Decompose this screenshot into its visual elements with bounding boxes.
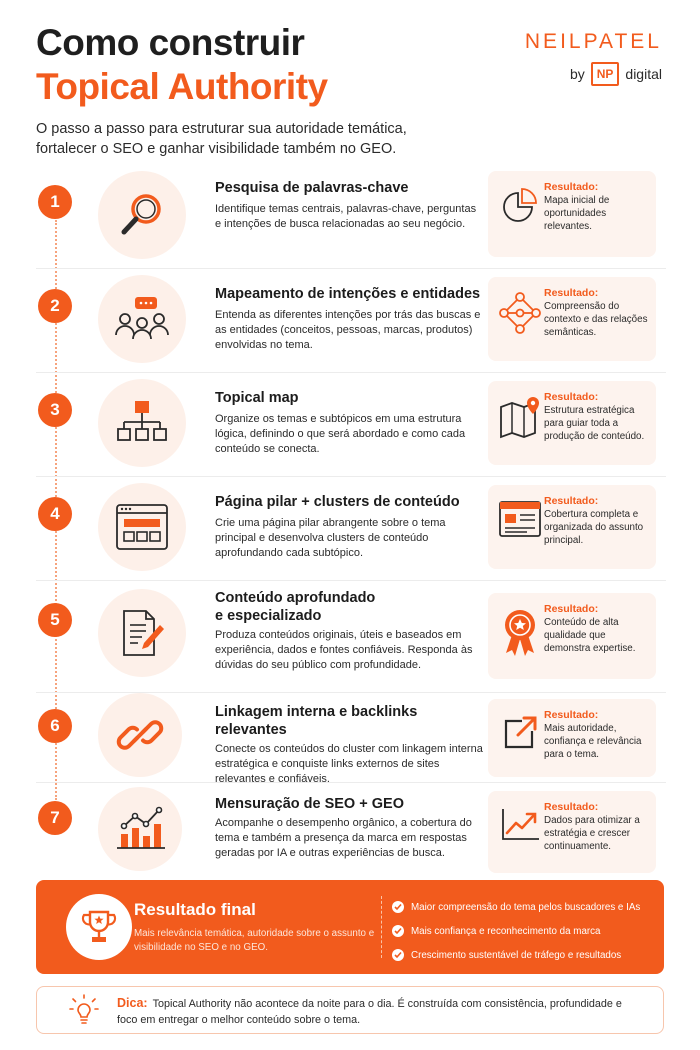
tip-box bbox=[36, 986, 664, 1034]
result-label: Resultado: bbox=[544, 287, 599, 299]
map-pin-icon bbox=[496, 391, 544, 441]
tip-text bbox=[117, 995, 637, 1028]
result-card bbox=[488, 277, 656, 361]
final-benefits-list bbox=[392, 895, 640, 967]
step-description: Entenda as diferentes intenções por trás das buscas e as entidades (conceitos, pessoas, marcas, produtos) envolvidas no tema. bbox=[215, 309, 481, 351]
step-title: Página pilar + clusters de conteúdo bbox=[215, 494, 460, 510]
step-text bbox=[215, 795, 483, 861]
brand-digital: digital bbox=[625, 66, 662, 82]
result-label: Resultado: bbox=[544, 391, 599, 403]
list-item-text: Mais confiança e reconhecimento da marca bbox=[411, 925, 601, 937]
steps-list bbox=[36, 165, 666, 879]
final-title: Resultado final bbox=[134, 900, 256, 919]
result-card bbox=[488, 791, 656, 873]
step-7 bbox=[36, 783, 666, 879]
list-item bbox=[392, 919, 640, 943]
step-text bbox=[215, 493, 483, 561]
step-number: 4 bbox=[38, 497, 72, 531]
step-title: Linkagem interna e backlinks relevantes bbox=[215, 704, 418, 738]
step-title: Mensuração de SEO + GEO bbox=[215, 796, 404, 812]
header bbox=[36, 22, 666, 162]
step-number: 5 bbox=[38, 603, 72, 637]
result-description: Estrutura estratégica para guiar toda a produção de conteúdo. bbox=[544, 405, 645, 442]
result-label: Resultado: bbox=[544, 603, 599, 615]
result-card bbox=[488, 171, 656, 257]
magnifier-icon bbox=[98, 171, 186, 259]
tip-body: Topical Authority não acontece da noite para o dia. É construída com consistência, profundidade e foco em entregar o melhor conteúdo sobre o tema. bbox=[117, 998, 622, 1026]
check-icon bbox=[392, 925, 404, 937]
result-card bbox=[488, 593, 656, 679]
result-description: Cobertura completa e organizada do assunto principal. bbox=[544, 509, 644, 546]
step-text bbox=[215, 285, 483, 353]
step-title: Pesquisa de palavras-chave bbox=[215, 180, 409, 196]
brand-sub bbox=[525, 62, 662, 86]
result-description: Mais autoridade, confiança e relevância para o tema. bbox=[544, 723, 642, 760]
result-description: Compreensão do contexto e das relações semânticas. bbox=[544, 301, 648, 338]
step-number: 3 bbox=[38, 393, 72, 427]
step-number: 1 bbox=[38, 185, 72, 219]
divider bbox=[381, 896, 382, 958]
step-5 bbox=[36, 581, 666, 693]
network-icon bbox=[496, 287, 544, 335]
np-logo: NP bbox=[591, 62, 620, 86]
growth-chart-icon bbox=[98, 787, 182, 871]
result-label: Resultado: bbox=[544, 181, 599, 193]
result-card bbox=[488, 485, 656, 569]
list-item bbox=[392, 943, 640, 967]
step-4 bbox=[36, 477, 666, 581]
list-item-text: Crescimento sustentável de tráfego e resultados bbox=[411, 949, 622, 961]
chain-link-icon bbox=[98, 693, 182, 777]
result-label: Resultado: bbox=[544, 709, 599, 721]
step-title: Conteúdo aprofundado e especializado bbox=[215, 590, 376, 624]
result-description: Dados para otimizar a estratégia e crescer continuamente. bbox=[544, 815, 640, 852]
step-description: Acompanhe o desempenho orgânico, a cobertura do tema e também a presença da marca em respostas geradas por IA e outras experiências de busca. bbox=[215, 817, 472, 859]
page-title-line2: Topical Authority bbox=[36, 66, 328, 107]
document-pencil-icon bbox=[98, 589, 186, 677]
brand-by: by bbox=[569, 66, 585, 82]
brand-name: NEILPATEL bbox=[524, 30, 662, 53]
step-description: Crie uma página pilar abrangente sobre o tema principal e desenvolva clusters de conteúdo aprofundando cada subtópico. bbox=[215, 517, 446, 559]
lightbulb-icon bbox=[69, 994, 99, 1031]
step-description: Conecte os conteúdos do cluster com linkagem interna estratégica e conquiste links externos de sites relevantes e confiáveis. bbox=[215, 743, 483, 785]
trend-up-icon bbox=[496, 801, 544, 843]
step-number: 7 bbox=[38, 801, 72, 835]
check-icon bbox=[392, 949, 404, 961]
step-description: Organize os temas e subtópicos em uma estrutura lógica, definindo o que será abordado e como cada conteúdo se conecta. bbox=[215, 413, 466, 455]
result-card bbox=[488, 699, 656, 777]
sitemap-icon bbox=[98, 379, 186, 467]
result-description: Mapa inicial de oportunidades relevantes. bbox=[544, 195, 610, 232]
list-item bbox=[392, 895, 640, 919]
list-item-text: Maior compreensão do tema pelos buscadores e IAs bbox=[411, 901, 641, 913]
brand-logo bbox=[525, 30, 662, 86]
result-description: Conteúdo de alta qualidade que demonstra expertise. bbox=[544, 617, 636, 654]
final-description: Mais relevância temática, autoridade sobre o assunto e visibilidade no SEO e no GEO. bbox=[134, 928, 375, 953]
tip-label: Dica: bbox=[117, 996, 148, 1010]
browser-content-icon bbox=[496, 495, 544, 539]
step-text bbox=[215, 389, 483, 457]
step-2 bbox=[36, 269, 666, 373]
step-title: Mapeamento de intenções e entidades bbox=[215, 286, 481, 302]
final-result-banner bbox=[36, 880, 664, 974]
step-text bbox=[215, 703, 487, 787]
external-link-icon bbox=[496, 709, 544, 753]
trophy-icon bbox=[66, 894, 132, 960]
step-number: 2 bbox=[38, 289, 72, 323]
step-description: Produza conteúdos originais, úteis e baseados em experiência, dados e fontes confiáveis. Responda às dúvidas do seu público com profundidade. bbox=[215, 629, 473, 671]
browser-layout-icon bbox=[98, 483, 186, 571]
step-number: 6 bbox=[38, 709, 72, 743]
step-1 bbox=[36, 165, 666, 269]
award-ribbon-icon bbox=[496, 603, 544, 659]
step-text bbox=[215, 589, 483, 673]
people-chat-icon bbox=[98, 275, 186, 363]
result-card bbox=[488, 381, 656, 465]
step-3 bbox=[36, 373, 666, 477]
check-icon bbox=[392, 901, 404, 913]
step-text bbox=[215, 179, 483, 232]
page-title-line1: Como construir bbox=[36, 22, 305, 63]
step-title: Topical map bbox=[215, 390, 299, 406]
result-label: Resultado: bbox=[544, 495, 599, 507]
result-label: Resultado: bbox=[544, 801, 599, 813]
pie-chart-icon bbox=[496, 181, 544, 225]
page-subtitle: O passo a passo para estruturar sua autoridade temática, fortalecer o SEO e ganhar visibilidade também no GEO. bbox=[36, 121, 407, 157]
step-description: Identifique temas centrais, palavras-chave, perguntas e intenções de busca relacionadas ao seu negócio. bbox=[215, 203, 477, 230]
step-6 bbox=[36, 693, 666, 783]
